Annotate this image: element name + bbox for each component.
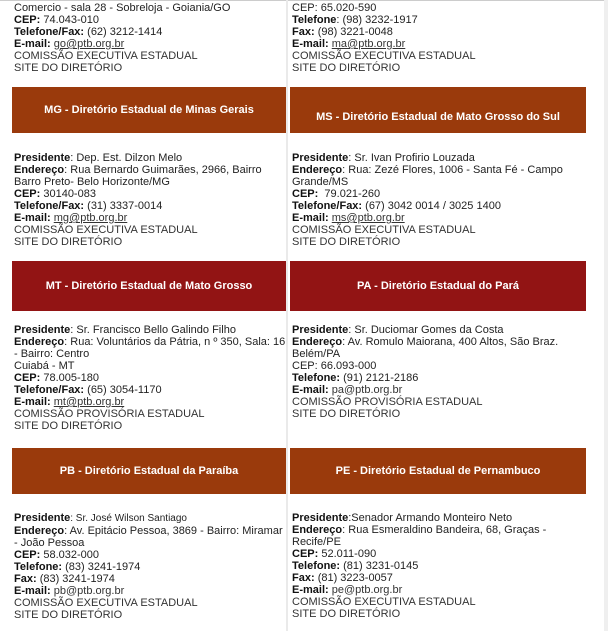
committee-link[interactable]: COMISSÃO EXECUTIVA ESTADUAL bbox=[292, 224, 476, 236]
header-pe: PE - Diretório Estadual de Pernambuco bbox=[290, 448, 586, 494]
email-link[interactable]: ms@ptb.org.br bbox=[331, 212, 405, 224]
president-line: Presidente: Sr. Ivan Profirio Louzada bbox=[292, 152, 475, 164]
address-line-3: Cuiabá - MT bbox=[14, 360, 75, 372]
phone-line: Telefone/Fax: (67) 3042 0014 / 3025 1400 bbox=[292, 200, 501, 212]
scrollbar-edge[interactable] bbox=[604, 0, 608, 631]
email-line: E-mail: pe@ptb.org.br bbox=[292, 584, 403, 596]
president-line: Presidente: Sr. José Wilson Santiago bbox=[14, 512, 187, 524]
address-line: Endereço: Av. Epitácio Pessoa, 3869 - Bairro: Miramar bbox=[14, 525, 283, 537]
fax-line: Fax: (81) 3223-0057 bbox=[292, 572, 393, 584]
phone-line: Telefone/Fax: (65) 3054-1170 bbox=[14, 384, 162, 396]
site-link[interactable]: SITE DO DIRETÓRIO bbox=[292, 408, 401, 420]
email-link[interactable]: ma@ptb.org.br bbox=[331, 38, 406, 50]
president-line: Presidente: Sr. Francisco Bello Galindo Filho bbox=[14, 324, 236, 336]
president-line: Presidente: Sr. Duciomar Gomes da Costa bbox=[292, 324, 504, 336]
email-link[interactable]: mt@ptb.org.br bbox=[53, 396, 125, 408]
header-pa: PA - Diretório Estadual do Pará bbox=[290, 261, 586, 311]
email-link[interactable]: go@ptb.org.br bbox=[53, 38, 125, 50]
phone-line: Telefone: (98) 3232-1917 bbox=[292, 14, 418, 26]
address-line: Endereço: Rua Esmeraldino Bandeira, 68, Graças - bbox=[292, 524, 547, 536]
header-mt: MT - Diretório Estadual de Mato Grosso bbox=[12, 261, 286, 311]
header-mg: MG - Diretório Estadual de Minas Gerais bbox=[12, 87, 286, 133]
committee-link[interactable]: COMISSÃO EXECUTIVA ESTADUAL bbox=[292, 596, 476, 608]
cep-line: CEP: 74.043-010 bbox=[14, 14, 100, 26]
address-line-2: Barro Preto- Belo Horizonte/MG bbox=[14, 176, 170, 188]
committee-link[interactable]: COMISSÃO EXECUTIVA ESTADUAL bbox=[292, 50, 476, 62]
site-link[interactable]: SITE DO DIRETÓRIO bbox=[292, 62, 401, 74]
header-ms: MS - Diretório Estadual de Mato Grosso do Sul bbox=[290, 87, 586, 133]
committee-link[interactable]: COMISSÃO PROVISÓRIA ESTADUAL bbox=[292, 396, 483, 408]
card-ms bbox=[292, 152, 563, 248]
address-line: Comercio - sala 28 - Sobreloja - Goiania/GO bbox=[14, 2, 231, 14]
email-link[interactable]: pa@ptb.org.br bbox=[331, 384, 403, 396]
committee-link[interactable]: COMISSÃO EXECUTIVA ESTADUAL bbox=[14, 50, 198, 62]
address-line-2: Grande/MS bbox=[292, 176, 349, 188]
cep-line: CEP: 58.032-000 bbox=[14, 549, 100, 561]
address-line-2: - Bairro: Centro bbox=[14, 348, 90, 360]
fax-line: Fax: (83) 3241-1974 bbox=[14, 573, 115, 585]
phone-line: Telefone: (83) 3241-1974 bbox=[14, 561, 141, 573]
cep-line: CEP: 79.021-260 bbox=[292, 188, 381, 200]
cep-line: CEP: 30140-083 bbox=[14, 188, 96, 200]
committee-link[interactable]: COMISSÃO EXECUTIVA ESTADUAL bbox=[14, 597, 198, 609]
email-line: E-mail: ms@ptb.org.br bbox=[292, 212, 405, 224]
cep-line: CEP: 52.011-090 bbox=[292, 548, 377, 560]
card-mg bbox=[14, 152, 262, 248]
site-link[interactable]: SITE DO DIRETÓRIO bbox=[14, 609, 123, 621]
address-line-2: - João Pessoa bbox=[14, 537, 85, 549]
cep-line: CEP: 66.093-000 bbox=[292, 360, 377, 372]
column-separator bbox=[286, 0, 288, 631]
committee-link[interactable]: COMISSÃO PROVISÓRIA ESTADUAL bbox=[14, 408, 205, 420]
card-mt bbox=[14, 324, 285, 432]
phone-line: Telefone: (81) 3231-0145 bbox=[292, 560, 419, 572]
site-link[interactable]: SITE DO DIRETÓRIO bbox=[292, 608, 401, 620]
top-border bbox=[0, 0, 608, 1]
president-line: Presidente:Senador Armando Monteiro Neto bbox=[292, 512, 513, 524]
card-pb bbox=[14, 512, 283, 621]
address-line-2: Belém/PA bbox=[292, 348, 341, 360]
header-pb: PB - Diretório Estadual da Paraíba bbox=[12, 448, 286, 494]
site-link[interactable]: SITE DO DIRETÓRIO bbox=[14, 420, 123, 432]
address-line: Endereço: Av. Romulo Maiorana, 400 Altos, São Braz. bbox=[292, 336, 559, 348]
phone-line: Telefone/Fax: (62) 3212-1414 bbox=[14, 26, 163, 38]
email-line: E-mail: go@ptb.org.br bbox=[14, 38, 125, 50]
email-line: E-mail: mt@ptb.org.br bbox=[14, 396, 125, 408]
email-line: E-mail: pb@ptb.org.br bbox=[14, 585, 125, 597]
email-line: E-mail: pa@ptb.org.br bbox=[292, 384, 403, 396]
fax-line: Fax: (98) 3221-0048 bbox=[292, 26, 393, 38]
email-line: E-mail: mg@ptb.org.br bbox=[14, 212, 128, 224]
address-line: Endereço: Rua Bernardo Guimarães, 2966, Bairro bbox=[14, 164, 262, 176]
president-line: Presidente: Dep. Est. Dilzon Melo bbox=[14, 152, 183, 164]
cep-line: CEP: 78.005-180 bbox=[14, 372, 100, 384]
site-link[interactable]: SITE DO DIRETÓRIO bbox=[292, 236, 401, 248]
card-ma bbox=[292, 2, 476, 74]
card-go bbox=[14, 2, 230, 74]
email-line: E-mail: ma@ptb.org.br bbox=[292, 38, 406, 50]
cep-line: CEP: 65.020-590 bbox=[292, 2, 377, 14]
card-pa bbox=[292, 324, 558, 420]
phone-line: Telefone/Fax: (31) 3337-0014 bbox=[14, 200, 163, 212]
site-link[interactable]: SITE DO DIRETÓRIO bbox=[14, 236, 123, 248]
site-link[interactable]: SITE DO DIRETÓRIO bbox=[14, 62, 123, 74]
email-link[interactable]: pe@ptb.org.br bbox=[331, 584, 403, 596]
email-link[interactable]: pb@ptb.org.br bbox=[53, 585, 125, 597]
card-pe bbox=[292, 512, 546, 620]
email-link[interactable]: mg@ptb.org.br bbox=[53, 212, 128, 224]
address-line-2: Recife/PE bbox=[292, 536, 341, 548]
phone-line: Telefone: (91) 2121-2186 bbox=[292, 372, 419, 384]
address-line: Endereço: Rua: Zezé Flores, 1006 - Santa Fé - Campo bbox=[292, 164, 563, 176]
committee-link[interactable]: COMISSÃO EXECUTIVA ESTADUAL bbox=[14, 224, 198, 236]
address-line: Endereço: Rua: Voluntários da Pátria, n º 350, Sala: 16 bbox=[14, 336, 286, 348]
